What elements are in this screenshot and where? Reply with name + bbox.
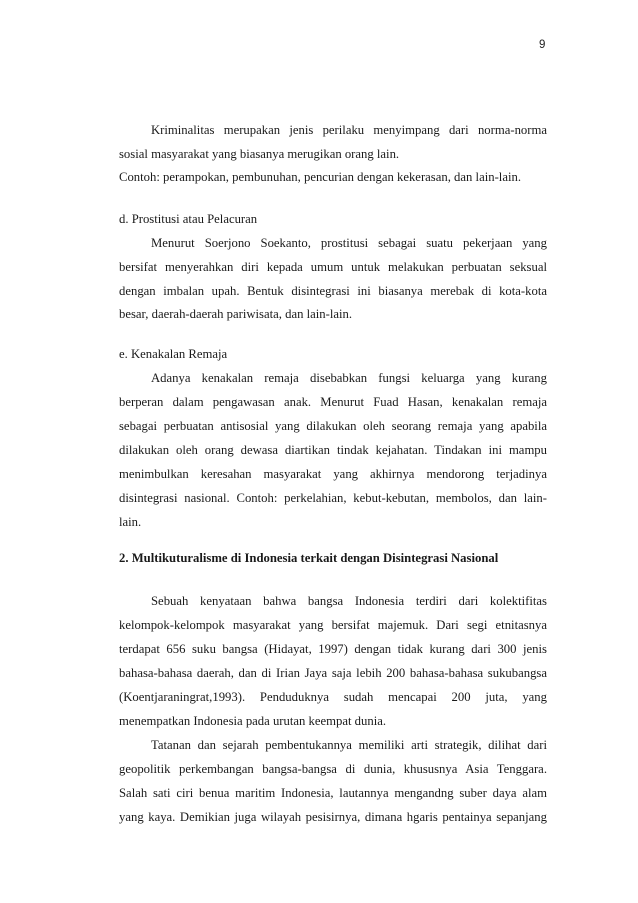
paragraph-line: Adanya kenakalan remaja disebabkan fungsi keluarga yang kurang: [151, 371, 547, 385]
paragraph-line: Salah sati ciri benua maritim Indonesia, lautannya mengandng suber daya alam: [119, 786, 547, 800]
paragraph-line: besar, daerah-daerah pariwisata, dan lain-lain.: [119, 307, 353, 321]
paragraph-line: menimbulkan keresahan masyarakat yang akhirnya mendorong terjadinya: [119, 467, 547, 481]
paragraph-line: yang kaya. Demikian juga wilayah pesisirnya, dimana hgaris pentainya sepanjang: [119, 810, 547, 824]
subsection-heading: d. Prostitusi atau Pelacuran: [119, 212, 258, 226]
paragraph-line: bersifat menyerahkan diri kepada umum untuk melakukan perbuatan seksual: [119, 260, 547, 274]
paragraph-line: Contoh: perampokan, pembunuhan, pencurian dengan kekerasan, dan lain-lain.: [119, 170, 521, 184]
paragraph-line: dilakukan oleh orang dewasa diartikan tindak kejahatan. Tindakan ini mampu: [119, 443, 547, 457]
paragraph-line: Kriminalitas merupakan jenis perilaku menyimpang dari norma-norma: [151, 123, 547, 137]
page-number: 9: [539, 39, 546, 51]
paragraph-line: dengan imbalan upah. Bentuk disintegrasi ini biasanya merebak di kota-kota: [119, 284, 547, 298]
paragraph-line: geopolitik perkembangan bangsa-bangsa di dunia, khususnya Asia Tenggara.: [119, 762, 547, 776]
paragraph-line: disintegrasi nasional. Contoh: perkelahian, kebut-kebutan, membolos, dan lain-: [119, 491, 547, 505]
paragraph-line: Sebuah kenyataan bahwa bangsa Indonesia terdiri dari kolektifitas: [151, 594, 547, 608]
paragraph-line: berperan dalam pengawasan anak. Menurut Fuad Hasan, kenakalan remaja: [119, 395, 547, 409]
paragraph-line: bahasa-bahasa daerah, dan di Irian Jaya saja lebih 200 bahasa-bahasa sukubangsa: [119, 666, 547, 680]
section-heading: 2. Multikuturalisme di Indonesia terkait dengan Disintegrasi Nasional: [119, 551, 499, 565]
paragraph-line: Tatanan dan sejarah pembentukannya memiliki arti strategik, dilihat dari: [151, 738, 547, 752]
paragraph-line: lain.: [119, 515, 142, 529]
paragraph-line: sebagai perbuatan antisosial yang dilakukan oleh seorang remaja yang apabila: [119, 419, 547, 433]
paragraph-line: terdapat 656 suku bangsa (Hidayat, 1997) dengan tidak kurang dari 300 jenis: [119, 642, 547, 656]
paragraph-line: sosial masyarakat yang biasanya merugikan orang lain.: [119, 147, 400, 161]
subsection-heading: e. Kenakalan Remaja: [119, 347, 228, 361]
paragraph-line: menempatkan Indonesia pada urutan keempat dunia.: [119, 714, 387, 728]
paragraph-line: kelompok-kelompok masyarakat yang bersifat majemuk. Dari segi etnitasnya: [119, 618, 547, 632]
paragraph-line: (Koentjaraningrat,1993). Penduduknya sudah mencapai 200 juta, yang: [119, 690, 547, 704]
paragraph-line: Menurut Soerjono Soekanto, prostitusi sebagai suatu pekerjaan yang: [151, 236, 547, 250]
